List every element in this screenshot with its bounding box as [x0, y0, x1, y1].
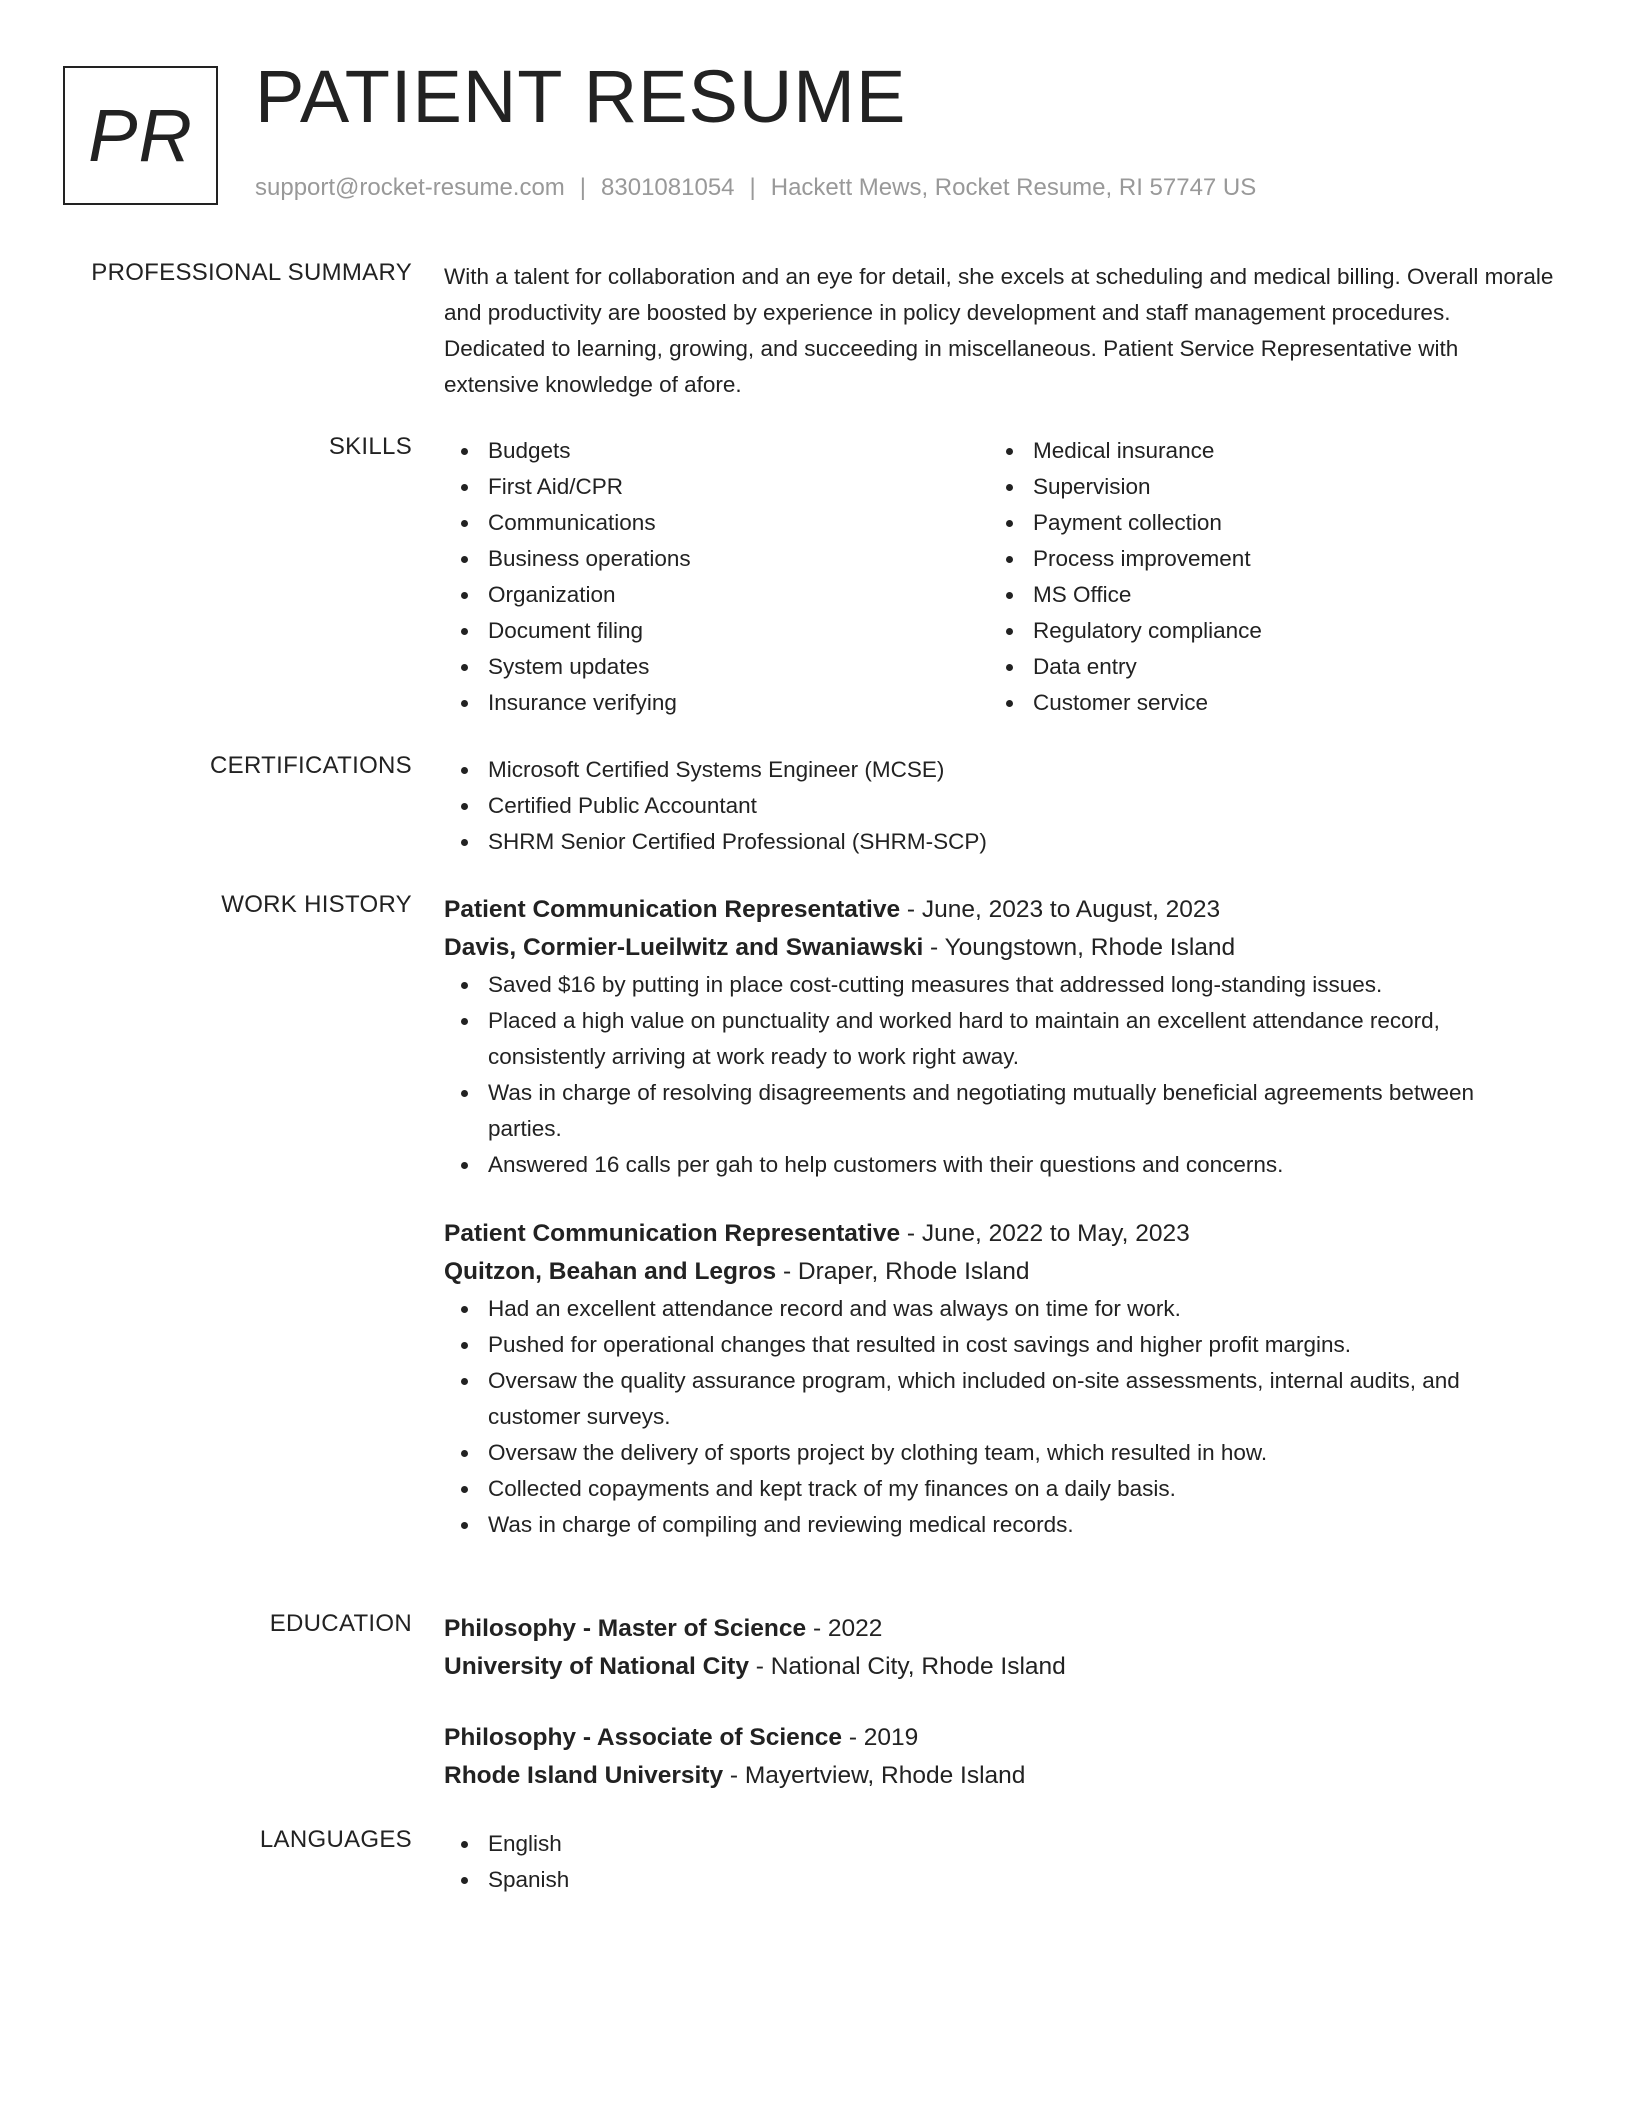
languages-list	[444, 1826, 1554, 1898]
education-degree: Philosophy - Master of Science	[444, 1615, 807, 1642]
section-label-summary: PROFESSIONAL SUMMARY	[91, 259, 412, 286]
contact-email: support@rocket-resume.com	[255, 174, 565, 201]
education-location: - Mayertview, Rhode Island	[723, 1762, 1026, 1789]
languages-content	[444, 1826, 1554, 1898]
section-label-education: EDUCATION	[269, 1610, 412, 1637]
job-title: Patient Communication Representative	[444, 896, 901, 923]
certifications-content	[444, 752, 1554, 860]
skill-item: MS Office	[989, 577, 1534, 613]
skill-item: Budgets	[444, 433, 989, 469]
skill-item: Customer service	[989, 685, 1534, 721]
monogram-box	[63, 66, 218, 205]
job-bullet: Saved $16 by putting in place cost-cutting measures that addressed long-standing issues.	[444, 967, 1554, 1003]
education-degree: Philosophy - Associate of Science	[444, 1724, 843, 1751]
skill-item: Insurance verifying	[444, 685, 989, 721]
job-bullet: Had an excellent attendance record and was always on time for work.	[444, 1291, 1554, 1327]
job-title: Patient Communication Representative	[444, 1220, 901, 1247]
section-label-work-history: WORK HISTORY	[221, 891, 412, 918]
language-item: Spanish	[444, 1862, 1554, 1898]
skill-item: System updates	[444, 649, 989, 685]
education-school: University of National City	[444, 1653, 749, 1680]
contact-line	[255, 174, 1256, 202]
certification-item: SHRM Senior Certified Professional (SHRM-SCP)	[444, 824, 1554, 860]
education-school-line	[444, 1648, 1554, 1686]
education-degree-line	[444, 1610, 1554, 1648]
work-history-content	[444, 891, 1554, 1543]
job-entry	[444, 891, 1554, 1183]
section-label-languages: LANGUAGES	[259, 1826, 412, 1853]
skill-item: Document filing	[444, 613, 989, 649]
skill-item: Supervision	[989, 469, 1534, 505]
contact-separator: |	[579, 174, 587, 201]
education-year: - 2019	[842, 1724, 919, 1751]
skill-item: Business operations	[444, 541, 989, 577]
skills-content	[444, 433, 1554, 721]
job-company-line	[444, 929, 1554, 967]
skills-list-right	[989, 433, 1534, 721]
job-title-line	[444, 891, 1554, 929]
job-bullets	[444, 967, 1554, 1183]
job-bullet: Placed a high value on punctuality and worked hard to maintain an excellent attendance record, consistently arriving at work ready to work right away.	[444, 1003, 1554, 1075]
job-bullet: Pushed for operational changes that resulted in cost savings and higher profit margins.	[444, 1327, 1554, 1363]
education-content	[444, 1610, 1554, 1795]
contact-phone: 8301081054	[601, 174, 735, 201]
job-location: - Youngstown, Rhode Island	[923, 934, 1236, 961]
certifications-list	[444, 752, 1554, 860]
skill-item: Payment collection	[989, 505, 1534, 541]
skill-item: Data entry	[989, 649, 1534, 685]
job-bullet: Oversaw the quality assurance program, which included on-site assessments, internal audits, and customer surveys.	[444, 1363, 1554, 1435]
education-location: - National City, Rhode Island	[748, 1653, 1066, 1680]
education-entry	[444, 1719, 1554, 1795]
job-location: - Draper, Rhode Island	[776, 1258, 1030, 1285]
certification-item: Microsoft Certified Systems Engineer (MCSE)	[444, 752, 1554, 788]
education-school-line	[444, 1757, 1554, 1795]
skill-item: Medical insurance	[989, 433, 1534, 469]
skill-item: First Aid/CPR	[444, 469, 989, 505]
education-year: - 2022	[806, 1615, 883, 1642]
contact-separator: |	[749, 174, 756, 201]
monogram-initials: PR	[88, 94, 193, 177]
job-bullet: Was in charge of resolving disagreements and negotiating mutually beneficial agreements between parties.	[444, 1075, 1554, 1147]
resume-title: PATIENT RESUME	[255, 55, 907, 138]
job-company: Davis, Cormier-Lueilwitz and Swaniawski	[444, 934, 924, 961]
job-bullets	[444, 1291, 1554, 1543]
skill-item: Process improvement	[989, 541, 1534, 577]
job-bullet: Collected copayments and kept track of my finances on a daily basis.	[444, 1471, 1554, 1507]
job-bullet: Oversaw the delivery of sports project by clothing team, which resulted in how.	[444, 1435, 1554, 1471]
skill-item: Organization	[444, 577, 989, 613]
contact-address: Hackett Mews, Rocket Resume, RI 57747 US	[770, 174, 1257, 201]
summary-text: With a talent for collaboration and an eye for detail, she excels at scheduling and medical billing. Overall morale and productivity are boosted by experience in policy development and staff management procedures. Dedicated to learning, growing, and succeeding in miscellaneous. Patient Service Representative with extensive knowledge of afore.	[444, 264, 1554, 397]
job-company: Quitzon, Beahan and Legros	[444, 1258, 777, 1285]
certification-item: Certified Public Accountant	[444, 788, 1554, 824]
skill-item: Communications	[444, 505, 989, 541]
education-degree-line	[444, 1719, 1554, 1757]
summary-content	[444, 259, 1554, 403]
job-dates: - June, 2023 to August, 2023	[900, 896, 1221, 923]
skills-list-left	[444, 433, 989, 721]
section-label-skills: SKILLS	[328, 433, 412, 460]
job-company-line	[444, 1253, 1554, 1291]
skill-item: Regulatory compliance	[989, 613, 1534, 649]
job-entry	[444, 1215, 1554, 1543]
education-entry	[444, 1610, 1554, 1686]
education-school: Rhode Island University	[444, 1762, 724, 1789]
job-bullet: Answered 16 calls per gah to help customers with their questions and concerns.	[444, 1147, 1554, 1183]
section-label-certifications: CERTIFICATIONS	[210, 752, 412, 779]
job-bullet: Was in charge of compiling and reviewing medical records.	[444, 1507, 1554, 1543]
job-dates: - June, 2022 to May, 2023	[900, 1220, 1190, 1247]
language-item: English	[444, 1826, 1554, 1862]
job-title-line	[444, 1215, 1554, 1253]
